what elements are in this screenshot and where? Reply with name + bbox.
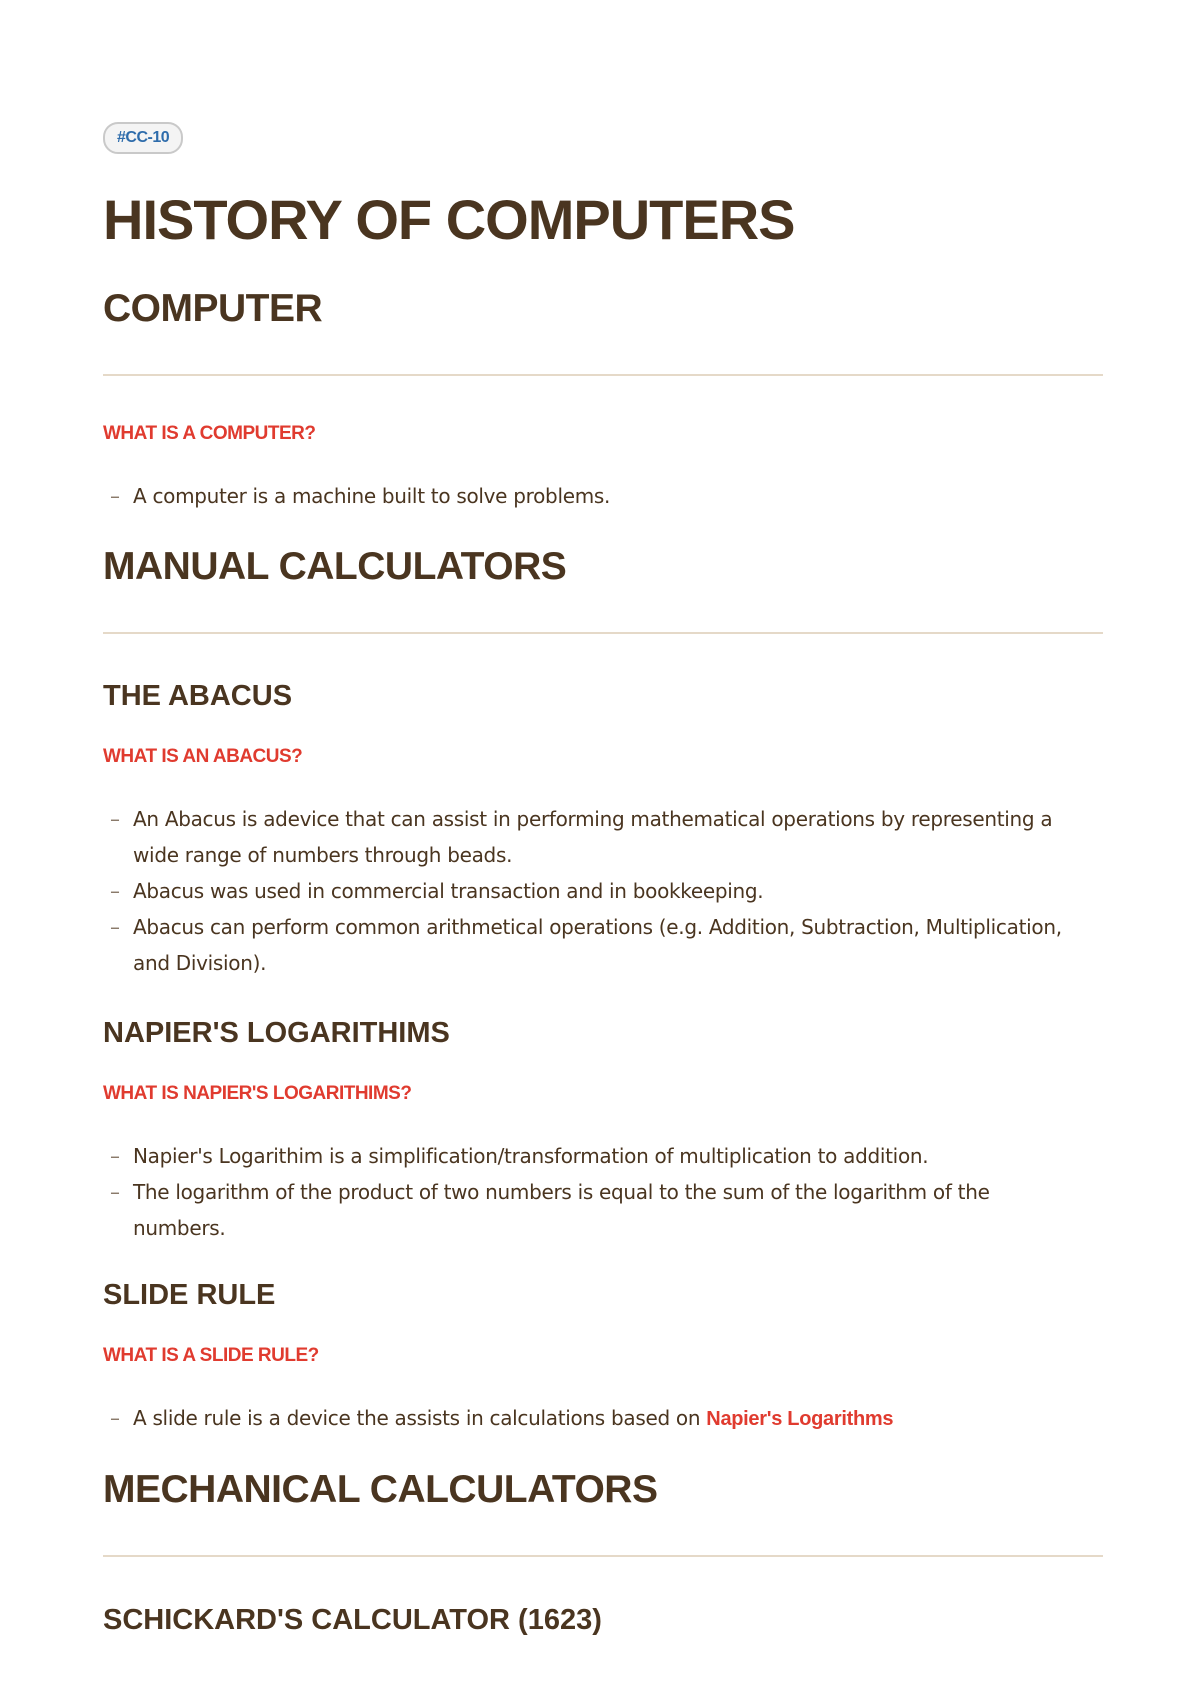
- dash-bullet: –: [110, 807, 120, 831]
- napiers-logarithms-link[interactable]: Napier's Logarithms: [706, 1408, 894, 1430]
- list-item-text: The logarithm of the product of two numbers is equal to the sum of the logarithm of the numbers.: [133, 1180, 990, 1240]
- dash-bullet: –: [110, 915, 120, 939]
- list-item-text: An Abacus is adevice that can assist in performing mathematical operations by representing a wide range of numbers through beads.: [133, 807, 1053, 867]
- napier-bullet-list: [103, 1138, 1083, 1246]
- dash-bullet: –: [110, 1180, 120, 1204]
- list-item: [103, 909, 1083, 981]
- section-divider: [103, 374, 1103, 376]
- subheading-napiers-logarithims: NAPIER'S LOGARITHIMS: [103, 1017, 450, 1049]
- dash-bullet: –: [110, 1406, 120, 1430]
- slide-rule-bullet-list: [103, 1400, 1083, 1437]
- section-heading-manual-calculators: MANUAL CALCULATORS: [103, 545, 567, 588]
- subheading-abacus: THE ABACUS: [103, 680, 293, 712]
- document-tag: #CC-10: [103, 122, 183, 154]
- list-item: [103, 873, 1083, 909]
- subheading-schickards-calculator: SCHICKARD'S CALCULATOR (1623): [103, 1604, 602, 1636]
- list-item: [103, 1400, 1083, 1437]
- section-heading-mechanical-calculators: MECHANICAL CALCULATORS: [103, 1468, 658, 1511]
- dash-bullet: –: [110, 1144, 120, 1168]
- section-divider: [103, 1555, 1103, 1557]
- list-item: [103, 1174, 1083, 1246]
- dash-bullet: –: [110, 484, 120, 508]
- list-item-text: Abacus was used in commercial transaction and in bookkeeping.: [133, 879, 764, 903]
- subheading-slide-rule: SLIDE RULE: [103, 1279, 276, 1311]
- list-item-text: A computer is a machine built to solve problems.: [133, 484, 611, 508]
- question-what-is-napiers: WHAT IS NAPIER'S LOGARITHIMS?: [103, 1083, 412, 1104]
- question-what-is-slide-rule: WHAT IS A SLIDE RULE?: [103, 1345, 319, 1366]
- page-title: HISTORY OF COMPUTERS: [103, 188, 795, 251]
- dash-bullet: –: [110, 879, 120, 903]
- abacus-bullet-list: [103, 801, 1083, 981]
- question-what-is-abacus: WHAT IS AN ABACUS?: [103, 746, 303, 767]
- question-what-is-computer: WHAT IS A COMPUTER?: [103, 423, 316, 444]
- list-item: [103, 801, 1083, 873]
- list-item: [103, 1138, 1083, 1174]
- list-item-text: A slide rule is a device the assists in calculations based on: [133, 1406, 701, 1430]
- section-divider: [103, 632, 1103, 634]
- list-item-text: Abacus can perform common arithmetical operations (e.g. Addition, Subtraction, Multiplication, and Division).: [133, 915, 1062, 975]
- list-item: [103, 478, 1083, 514]
- computer-bullet-list: [103, 478, 1083, 514]
- section-heading-computer: COMPUTER: [103, 287, 323, 330]
- list-item-text: Napier's Logarithim is a simplification/transformation of multiplication to addition.: [133, 1144, 929, 1168]
